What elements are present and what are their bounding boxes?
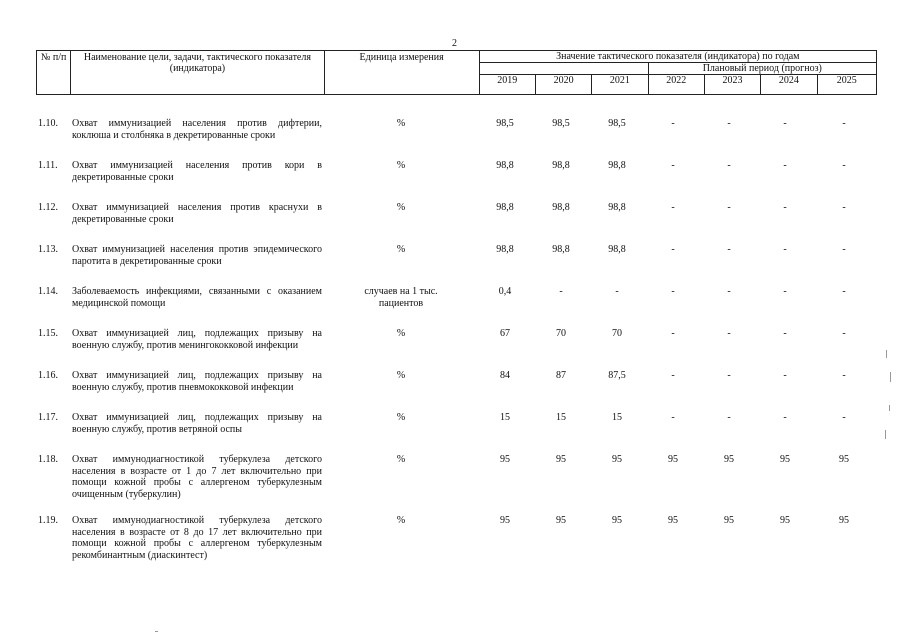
row-value: - xyxy=(671,412,675,423)
row-num: 1.10. xyxy=(38,118,58,129)
row-value: 98,8 xyxy=(496,244,514,255)
header-year: 2022 xyxy=(648,75,704,95)
row-unit: % xyxy=(396,412,406,423)
row-value: - xyxy=(559,286,563,297)
row-unit: % xyxy=(396,118,406,129)
row-value: - xyxy=(842,202,846,213)
row-unit: % xyxy=(396,370,406,381)
row-value: - xyxy=(783,412,787,423)
row-name: Охват иммунизацией населения против кори в декретированные сроки xyxy=(72,160,322,183)
header-year: 2021 xyxy=(592,75,648,95)
row-num: 1.19. xyxy=(38,515,58,526)
row-value: - xyxy=(671,370,675,381)
row-value: 15 xyxy=(612,412,622,423)
row-value: - xyxy=(783,160,787,171)
row-value: 98,8 xyxy=(552,202,570,213)
row-unit: % xyxy=(396,244,406,255)
header-year: 2019 xyxy=(479,75,535,95)
row-value: - xyxy=(727,244,731,255)
row-value: - xyxy=(671,328,675,339)
row-value: 95 xyxy=(724,515,734,526)
row-value: 95 xyxy=(556,454,566,465)
row-value: - xyxy=(783,244,787,255)
scan-speck xyxy=(885,430,886,439)
row-value: - xyxy=(842,286,846,297)
row-name: Охват иммунодиагностикой туберкулеза детского населения в возрасте от 8 до 17 лет включительно при помощи кожной пробы с аллергеном туберкулезным рекомбинантным (диаскинтест) xyxy=(72,515,322,561)
row-num: 1.14. xyxy=(38,286,58,297)
row-value: 98,8 xyxy=(496,160,514,171)
row-value: 98,8 xyxy=(608,202,626,213)
table-header xyxy=(36,50,877,95)
row-value: 98,5 xyxy=(608,118,626,129)
row-value: - xyxy=(842,244,846,255)
row-name: Охват иммунодиагностикой туберкулеза детского населения в возрасте от 1 до 7 лет включительно при помощи кожной пробы с аллергеном туберкулезным очищенным (туберкулин) xyxy=(72,454,322,500)
row-value: - xyxy=(671,160,675,171)
row-value: 98,8 xyxy=(608,244,626,255)
scan-speck xyxy=(889,405,890,411)
row-value: 87,5 xyxy=(608,370,626,381)
row-value: - xyxy=(783,118,787,129)
row-value: 70 xyxy=(612,328,622,339)
row-value: 95 xyxy=(500,515,510,526)
row-value: 95 xyxy=(668,454,678,465)
row-value: 95 xyxy=(556,515,566,526)
row-value: - xyxy=(842,328,846,339)
row-value: 15 xyxy=(500,412,510,423)
page-number: 2 xyxy=(452,38,457,49)
row-value: 98,8 xyxy=(552,244,570,255)
row-unit: % xyxy=(396,160,406,171)
row-value: - xyxy=(783,286,787,297)
row-name: Охват иммунизацией населения против дифтерии, коклюша и столбняка в декретированные сроки xyxy=(72,118,322,141)
row-unit: % xyxy=(396,202,406,213)
row-name: Охват иммунизацией лиц, подлежащих призыву на военную службу, против ветряной оспы xyxy=(72,412,322,435)
row-value: 87 xyxy=(556,370,566,381)
header-year: 2025 xyxy=(817,75,876,95)
row-value: 95 xyxy=(780,515,790,526)
row-num: 1.18. xyxy=(38,454,58,465)
header-year: 2020 xyxy=(535,75,591,95)
row-value: - xyxy=(842,370,846,381)
scan-speck xyxy=(886,350,887,358)
row-value: 98,5 xyxy=(552,118,570,129)
header-num: № п/п xyxy=(37,51,71,95)
row-value: - xyxy=(727,412,731,423)
row-value: 0,4 xyxy=(498,286,512,297)
row-value: - xyxy=(783,202,787,213)
row-value: 95 xyxy=(780,454,790,465)
row-value: - xyxy=(727,118,731,129)
row-value: 70 xyxy=(556,328,566,339)
row-value: - xyxy=(727,328,731,339)
row-value: - xyxy=(842,160,846,171)
row-value: 95 xyxy=(612,454,622,465)
header-values: Значение тактического показателя (индикатора) по годам xyxy=(479,51,876,63)
row-num: 1.11. xyxy=(38,160,58,171)
row-value: 95 xyxy=(500,454,510,465)
row-num: 1.16. xyxy=(38,370,58,381)
row-unit: % xyxy=(396,515,406,526)
header-year: 2024 xyxy=(761,75,817,95)
row-num: 1.12. xyxy=(38,202,58,213)
row-value: 95 xyxy=(839,454,849,465)
row-value: 98,8 xyxy=(608,160,626,171)
row-value: - xyxy=(727,202,731,213)
header-name: Наименование цели, задачи, тактического показателя (индикатора) xyxy=(71,51,324,95)
row-value: 67 xyxy=(500,328,510,339)
row-value: 95 xyxy=(668,515,678,526)
row-name: Заболеваемость инфекциями, связанными с оказанием медицинской помощи xyxy=(72,286,322,309)
row-num: 1.13. xyxy=(38,244,58,255)
header-planned: Плановый период (прогноз) xyxy=(648,63,876,75)
row-value: 98,8 xyxy=(552,160,570,171)
row-name: Охват иммунизацией населения против эпидемического паротита в декретированные сроки xyxy=(72,244,322,267)
header-unit: Единица измерения xyxy=(324,51,479,95)
row-value: 98,8 xyxy=(496,202,514,213)
row-num: 1.15. xyxy=(38,328,58,339)
row-value: - xyxy=(783,370,787,381)
row-unit: % xyxy=(396,328,406,339)
row-num: 1.17. xyxy=(38,412,58,423)
row-value: - xyxy=(727,286,731,297)
row-value: - xyxy=(727,370,731,381)
row-unit: случаев на 1 тыс. пациентов xyxy=(364,286,438,309)
row-name: Охват иммунизацией населения против краснухи в декретированные сроки xyxy=(72,202,322,225)
row-value: - xyxy=(671,118,675,129)
row-value: - xyxy=(783,328,787,339)
row-value: - xyxy=(615,286,619,297)
row-value: 95 xyxy=(612,515,622,526)
row-value: 98,5 xyxy=(496,118,514,129)
row-value: - xyxy=(671,202,675,213)
row-value: - xyxy=(671,244,675,255)
row-unit: % xyxy=(396,454,406,465)
row-name: Охват иммунизацией лиц, подлежащих призыву на военную службу, против пневмококковой инфекции xyxy=(72,370,322,393)
scan-speck xyxy=(890,372,891,382)
header-blank xyxy=(479,63,648,75)
row-value: 84 xyxy=(500,370,510,381)
row-name: Охват иммунизацией лиц, подлежащих призыву на военную службу, против менингококковой инфекции xyxy=(72,328,322,351)
row-value: - xyxy=(842,118,846,129)
row-value: - xyxy=(842,412,846,423)
row-value: 95 xyxy=(724,454,734,465)
row-value: 15 xyxy=(556,412,566,423)
row-value: - xyxy=(671,286,675,297)
scan-speck xyxy=(155,631,158,632)
header-year: 2023 xyxy=(704,75,760,95)
row-value: 95 xyxy=(839,515,849,526)
row-value: - xyxy=(727,160,731,171)
